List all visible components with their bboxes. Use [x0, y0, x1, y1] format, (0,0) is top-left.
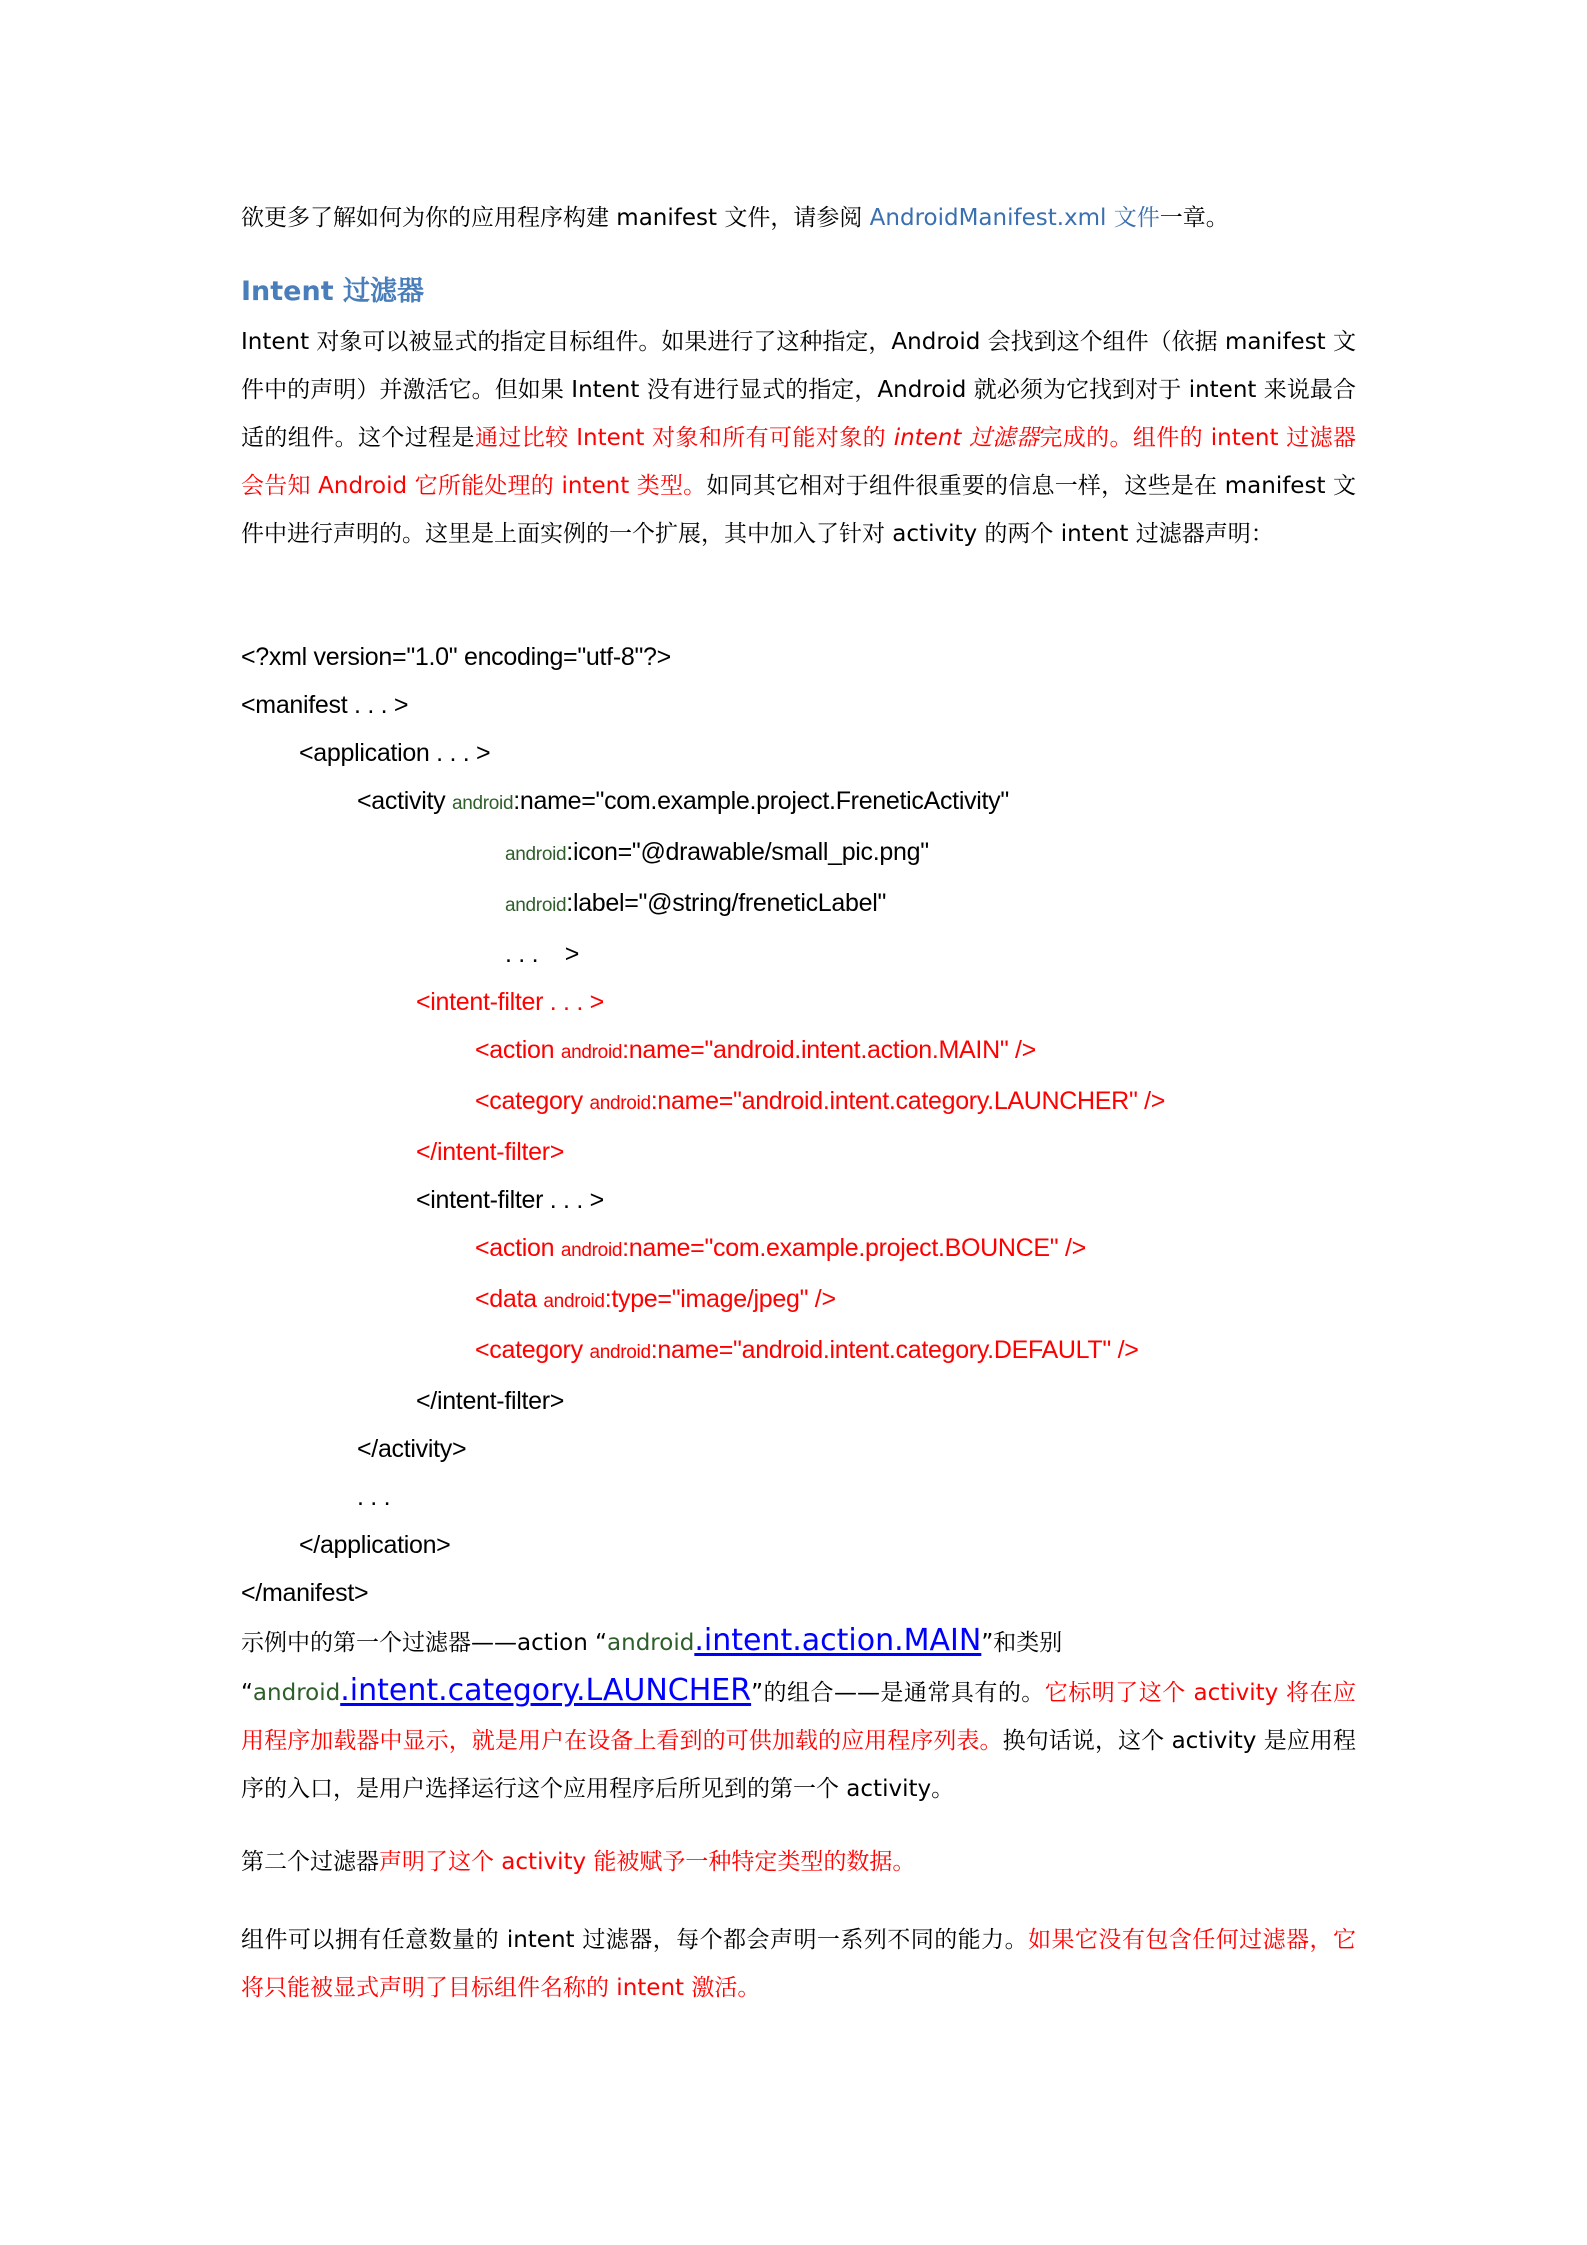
first-filter-paragraph — [241, 1617, 1356, 1813]
para4-red-text: 如果它没有包含任何过滤器，它将只能被显式声明了目标组件名称的 intent 激活。 — [241, 1927, 1356, 2001]
code-namespace: android — [589, 1342, 651, 1363]
code-attr: :label="@string/freneticLabel" — [566, 889, 887, 917]
code-line-intent-filter-1-open: <intent-filter . . . > — [416, 988, 604, 1016]
code-line-manifest-open: <manifest . . . > — [241, 691, 409, 719]
section-heading: Intent 过滤器 — [241, 276, 425, 307]
para1-text: Intent 对象可以被显式的指定目标组件。如果进行了这种指定，Android 会找到这个组件（依据 manifest 文件中的声明）并激活它。但如果 Intent 没有进行显式的指定，Android 就必须为它找到对于 intent 来说最合适的组件。这个过程是 — [241, 329, 1357, 451]
code-tag: <activity — [357, 787, 452, 815]
code-attr: :name="android.intent.category.LAUNCHER" /> — [650, 1087, 1166, 1115]
code-attr: :name="android.intent.action.MAIN" /> — [622, 1036, 1036, 1064]
para2-red-text: 它标明了这个 activity 将在应用程序加载器中显示，就是用户在设备上看到的可供加载的应用程序列表。 — [241, 1680, 1356, 1754]
para1-red-italic: intent 过滤器 — [893, 425, 1040, 451]
code-line-manifest-close: </manifest> — [241, 1579, 369, 1607]
filter-count-paragraph — [241, 1916, 1356, 2012]
code-tag: <action — [475, 1036, 561, 1064]
code-namespace: android — [560, 1042, 623, 1063]
para1-red-text: 通过比较 Intent 对象和所有可能对象的 — [474, 425, 894, 451]
para4-text: 组件可以拥有任意数量的 intent 过滤器，每个都会声明一系列不同的能力。 — [241, 1927, 1029, 1953]
code-line-activity-open — [241, 777, 1356, 828]
intent-action-main-link[interactable]: .intent.action.MAIN — [694, 1623, 982, 1658]
code-line-action-main — [241, 1026, 1356, 1077]
code-namespace: android — [451, 793, 514, 814]
code-attr: :name="com.example.project.FreneticActivity" — [513, 787, 1009, 815]
para1-red-text-2: 完成的。组件的 intent 过滤器会告知 Android 它所能处理的 intent 类型。 — [241, 425, 1356, 499]
intent-filter-paragraph — [241, 318, 1356, 558]
code-line-intent-filter-2-close: </intent-filter> — [416, 1387, 565, 1415]
code-attr: :icon="@drawable/small_pic.png" — [566, 838, 929, 866]
code-attr: :name="com.example.project.BOUNCE" /> — [622, 1234, 1086, 1262]
intro-suffix: 一章。 — [1159, 205, 1229, 231]
para3-red-text: 声明了这个 activity 能被赋予一种特定类型的数据。 — [379, 1849, 916, 1875]
code-line-activity-label — [241, 879, 1356, 930]
code-line-activity-close-bracket: . . . > — [505, 940, 580, 968]
para1-text-2: 如同其它相对于组件很重要的信息一样，这些是在 manifest 文件中进行声明的。这里是上面实例的一个扩展，其中加入了针对 activity 的两个 intent 过滤器声明： — [241, 473, 1356, 547]
code-tag: <data — [475, 1285, 544, 1313]
intro-paragraph — [241, 194, 1356, 242]
code-line-intent-filter-1-close: </intent-filter> — [416, 1138, 565, 1166]
para2-text-4: 换句话说，这个 activity 是应用程序的入口，是用户选择运行这个应用程序后所见到的第一个 activity。 — [241, 1728, 1357, 1802]
intent-category-launcher-link[interactable]: .intent.category.LAUNCHER — [340, 1673, 752, 1708]
code-line-data-jpeg — [241, 1275, 1356, 1326]
para3-text: 第二个过滤器 — [241, 1849, 379, 1875]
code-line-xml-decl: <?xml version="1.0" encoding="utf-8"?> — [241, 643, 671, 671]
code-namespace: android — [505, 844, 567, 865]
code-attr: :name="android.intent.category.DEFAULT" /> — [650, 1336, 1139, 1364]
code-namespace: android — [560, 1240, 623, 1261]
para2-text-3: ”的组合——是通常具有的。 — [751, 1680, 1045, 1706]
para2-text: 示例中的第一个过滤器——action “ — [241, 1630, 608, 1656]
code-tag: <category — [475, 1087, 590, 1115]
code-tag: <action — [475, 1234, 561, 1262]
code-line-application-close: </application> — [299, 1531, 451, 1559]
code-line-category-launcher — [241, 1077, 1356, 1128]
intro-text: 欲更多了解如何为你的应用程序构建 manifest 文件，请参阅 — [241, 205, 870, 231]
androidmanifest-link[interactable]: AndroidManifest.xml 文件 — [869, 205, 1160, 231]
code-namespace: android — [505, 895, 567, 916]
para2-quote: “ — [241, 1680, 253, 1706]
code-line-application-open: <application . . . > — [299, 739, 491, 767]
code-line-ellipsis: . . . — [357, 1483, 391, 1511]
code-line-activity-close: </activity> — [357, 1435, 467, 1463]
second-filter-paragraph — [241, 1838, 1356, 1886]
code-namespace: android — [589, 1093, 651, 1114]
code-line-category-default — [241, 1326, 1356, 1377]
code-attr: :type="image/jpeg" /> — [604, 1285, 836, 1313]
para2-text-2: ”和类别 — [981, 1630, 1063, 1656]
code-line-activity-icon — [241, 828, 1356, 879]
code-namespace: android — [543, 1291, 605, 1312]
code-tag: <category — [475, 1336, 590, 1364]
code-block — [241, 633, 1356, 1617]
code-line-action-bounce — [241, 1224, 1356, 1275]
code-line-intent-filter-2-open: <intent-filter . . . > — [416, 1186, 604, 1214]
para2-namespace-2: android — [252, 1680, 341, 1706]
para2-namespace: android — [607, 1630, 695, 1656]
